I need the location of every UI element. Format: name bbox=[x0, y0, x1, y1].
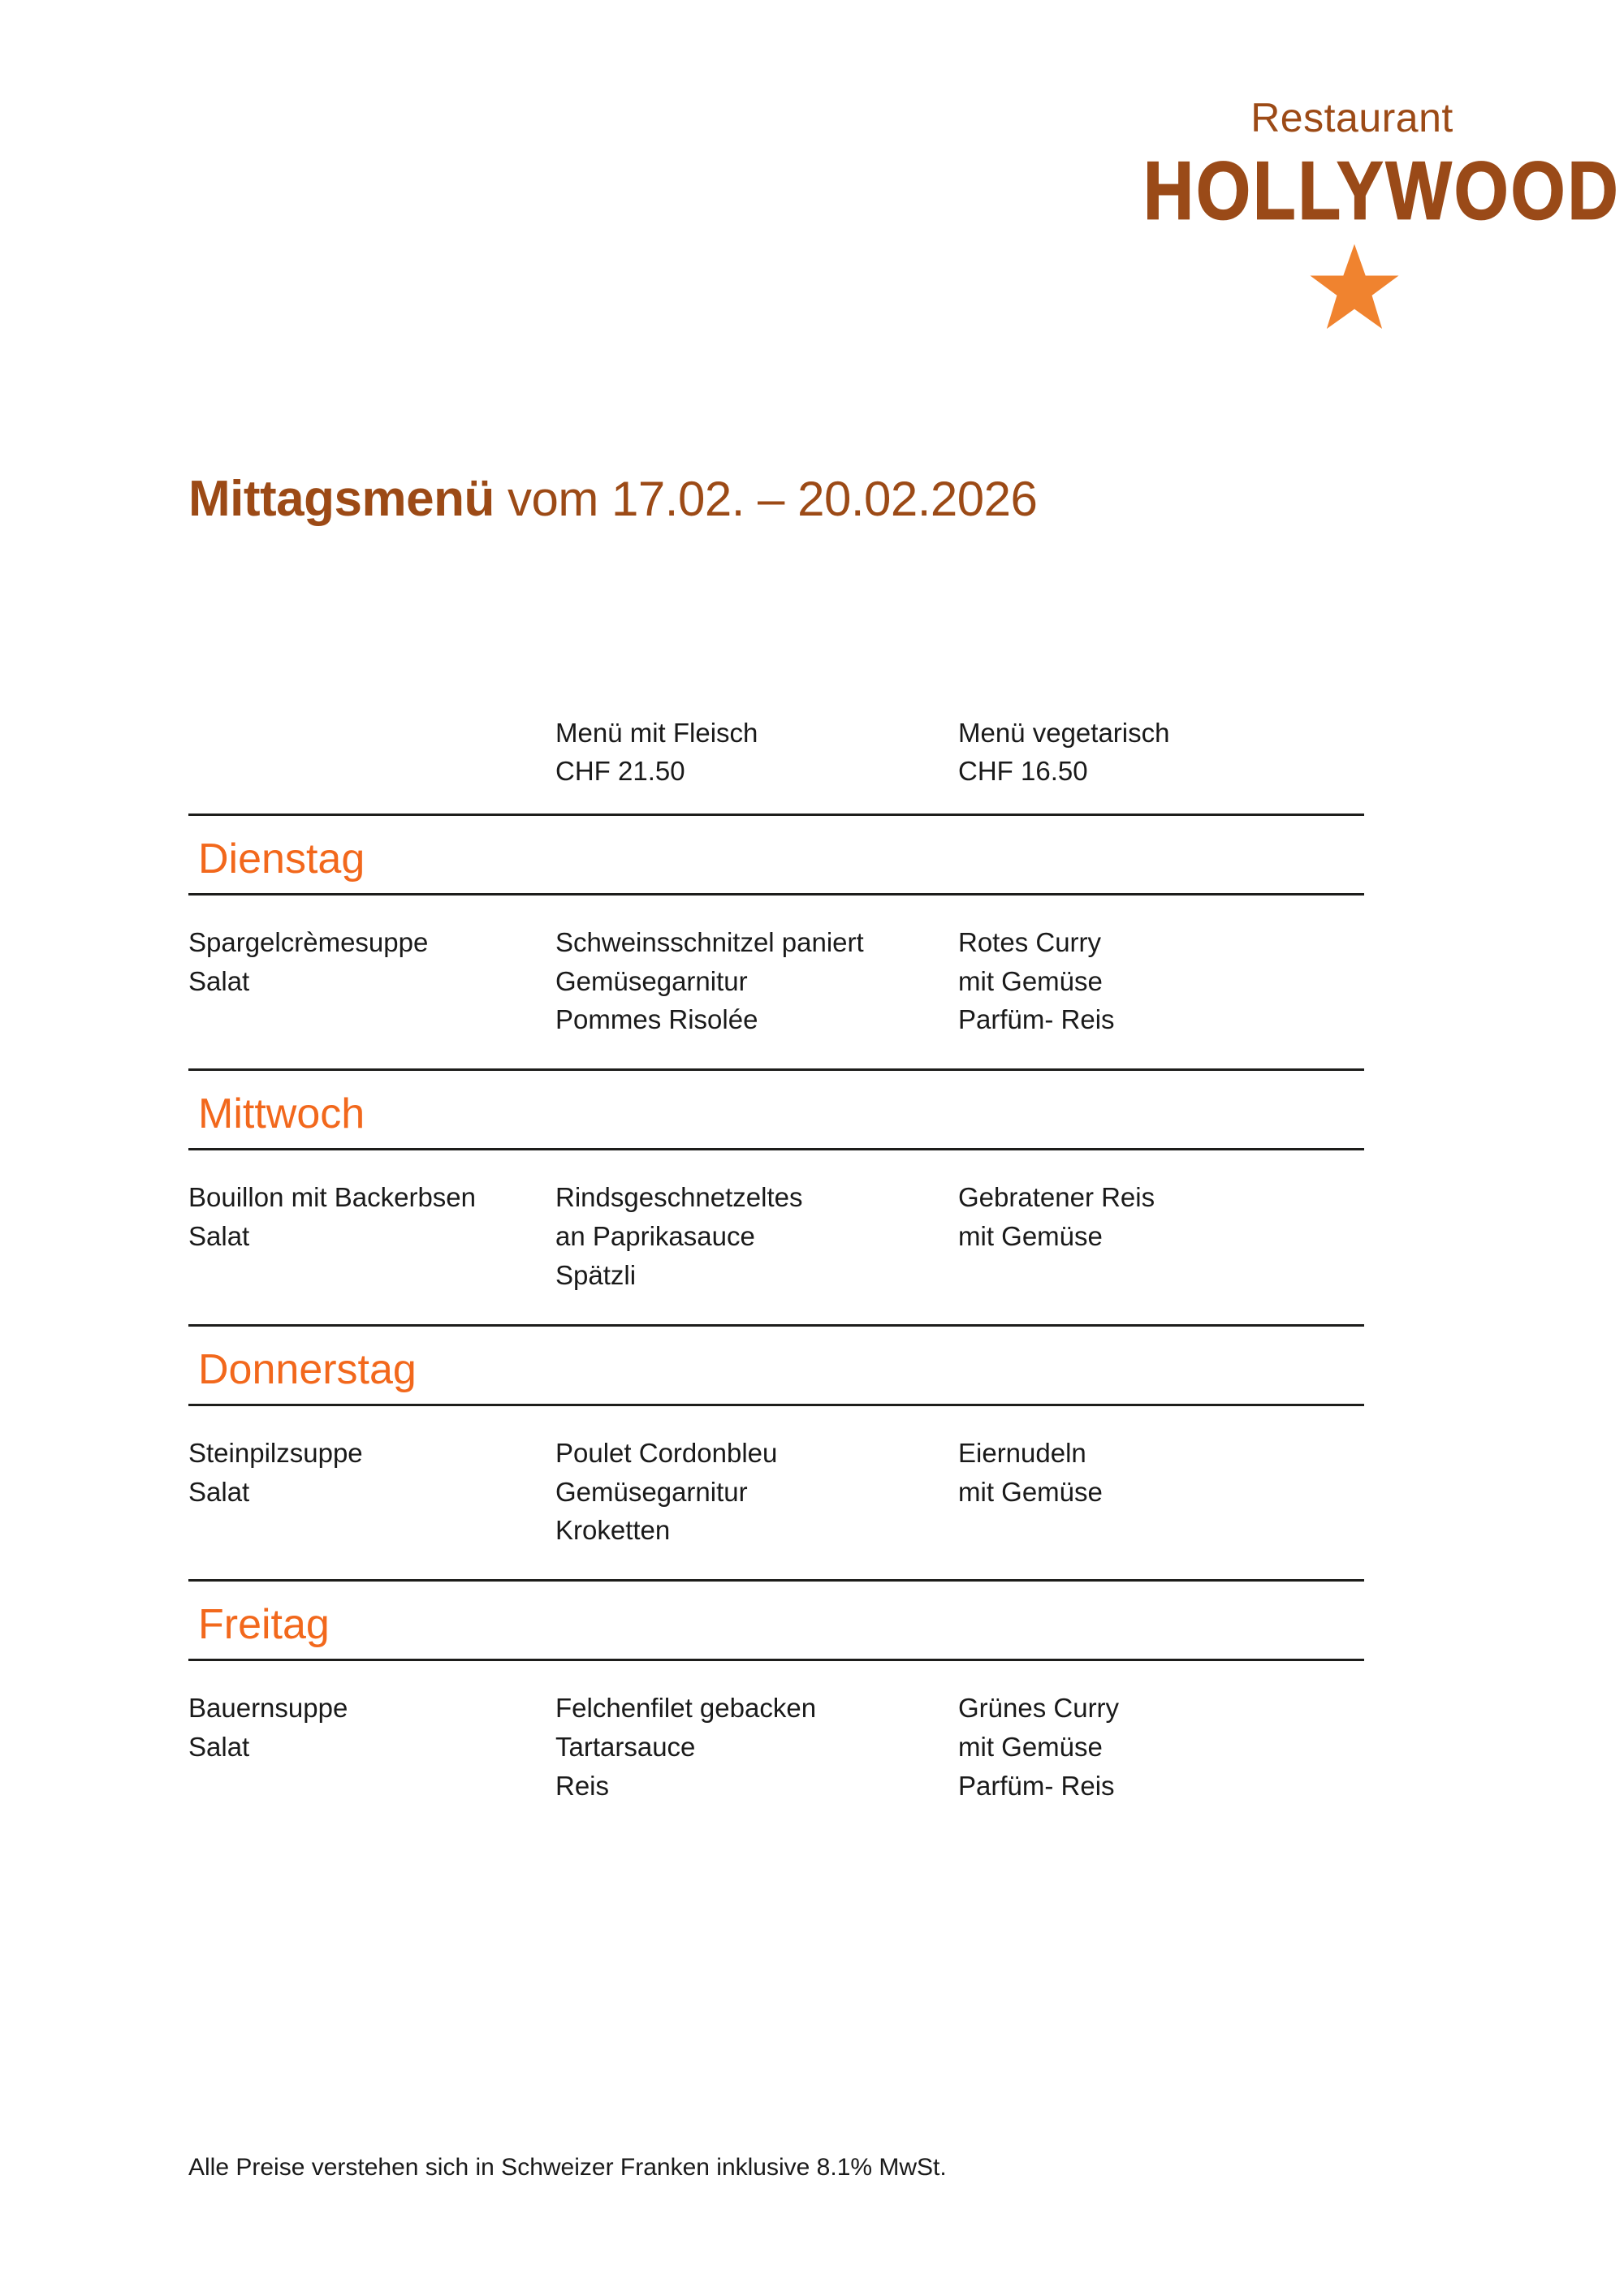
dish-line: Eiernudeln bbox=[958, 1437, 1086, 1468]
dish-line: Schweinsschnitzel paniert bbox=[555, 926, 864, 957]
vegetarian-column bbox=[958, 1689, 1364, 1806]
dish-line: Spätzli bbox=[555, 1259, 637, 1290]
dish-line bbox=[188, 1000, 555, 1001]
vegetarian-column-price: CHF 16.50 bbox=[958, 755, 1088, 786]
day-dishes-dienstag bbox=[188, 896, 1364, 1069]
day-dishes-freitag bbox=[188, 1661, 1364, 1835]
price-header-meat-col bbox=[555, 714, 958, 791]
vegetarian-column-label: Menü vegetarisch bbox=[958, 718, 1170, 748]
logo-wordmark: HOLLYWOOD bbox=[1143, 145, 1621, 237]
dish-line: Gebratener Reis bbox=[958, 1182, 1155, 1213]
meat-column bbox=[555, 1434, 958, 1551]
page-title bbox=[188, 471, 1038, 527]
day-heading-mittwoch: Mittwoch bbox=[198, 1090, 365, 1138]
starter-column bbox=[188, 1434, 555, 1551]
dish-line: Bouillon mit Backerbsen bbox=[188, 1182, 477, 1213]
price-disclaimer: Alle Preise verstehen sich in Schweizer Franken inklusive 8.1% MwSt. bbox=[188, 2154, 947, 2181]
meat-column-label: Menü mit Fleisch bbox=[555, 718, 758, 748]
dish-line: Parfüm- Reis bbox=[958, 1771, 1115, 1801]
meat-column bbox=[555, 1689, 958, 1806]
day-dishes-donnerstag bbox=[188, 1406, 1364, 1580]
price-header-starter-col bbox=[188, 714, 555, 791]
meat-column-price: CHF 21.50 bbox=[555, 755, 685, 786]
dish-line bbox=[188, 1256, 555, 1257]
dish-line: Kroketten bbox=[555, 1515, 671, 1546]
day-heading-donnerstag: Donnerstag bbox=[198, 1345, 417, 1393]
starter-column bbox=[188, 923, 555, 1040]
page-title-daterange: vom 17.02. – 20.02.2026 bbox=[494, 472, 1038, 526]
price-header-row bbox=[188, 714, 1364, 791]
day-dishes-mittwoch bbox=[188, 1150, 1364, 1324]
dish-line: mit Gemüse bbox=[958, 965, 1103, 996]
meat-column bbox=[555, 923, 958, 1040]
price-header-vegetarian-col bbox=[958, 714, 1364, 791]
vegetarian-column bbox=[958, 1178, 1364, 1295]
dish-line: Salat bbox=[188, 965, 250, 996]
dish-line bbox=[188, 1511, 555, 1512]
dish-line: Salat bbox=[188, 1732, 250, 1763]
dish-line: Gemüsegarnitur bbox=[555, 1476, 748, 1507]
restaurant-logo bbox=[1143, 95, 1621, 333]
page-title-main: Mittagsmenü bbox=[188, 471, 495, 527]
dish-line: Reis bbox=[555, 1771, 610, 1801]
dish-line: Spargelcrèmesuppe bbox=[188, 926, 429, 957]
day-heading-freitag: Freitag bbox=[198, 1601, 330, 1649]
dish-line bbox=[958, 1256, 1364, 1257]
vegetarian-column bbox=[958, 923, 1364, 1040]
dish-line: Felchenfilet gebacken bbox=[555, 1693, 817, 1724]
star-icon bbox=[1307, 242, 1402, 333]
menu-table bbox=[188, 714, 1364, 1835]
vegetarian-column bbox=[958, 1434, 1364, 1551]
dish-line bbox=[958, 1511, 1364, 1512]
dish-line: mit Gemüse bbox=[958, 1732, 1103, 1763]
dish-line: Tartarsauce bbox=[555, 1732, 696, 1763]
logo-restaurant-label: Restaurant bbox=[1250, 95, 1453, 140]
dish-line: Rindsgeschnetzeltes bbox=[555, 1182, 803, 1213]
dish-line: Poulet Cordonbleu bbox=[555, 1437, 778, 1468]
dish-line: Salat bbox=[188, 1221, 250, 1252]
dish-line: Steinpilzsuppe bbox=[188, 1437, 363, 1468]
meat-column bbox=[555, 1178, 958, 1295]
dish-line: Bauernsuppe bbox=[188, 1693, 348, 1724]
dish-line: an Paprikasauce bbox=[555, 1221, 755, 1252]
starter-column bbox=[188, 1689, 555, 1806]
dish-line: Gemüsegarnitur bbox=[555, 965, 748, 996]
dish-line: Salat bbox=[188, 1476, 250, 1507]
dish-line: mit Gemüse bbox=[958, 1221, 1103, 1252]
dish-line: Parfüm- Reis bbox=[958, 1004, 1115, 1035]
dish-line: Grünes Curry bbox=[958, 1693, 1120, 1724]
day-heading-dienstag: Dienstag bbox=[198, 835, 365, 883]
dish-line: Pommes Risolée bbox=[555, 1004, 758, 1035]
dish-line: Rotes Curry bbox=[958, 926, 1102, 957]
starter-column bbox=[188, 1178, 555, 1295]
dish-line: mit Gemüse bbox=[958, 1476, 1103, 1507]
